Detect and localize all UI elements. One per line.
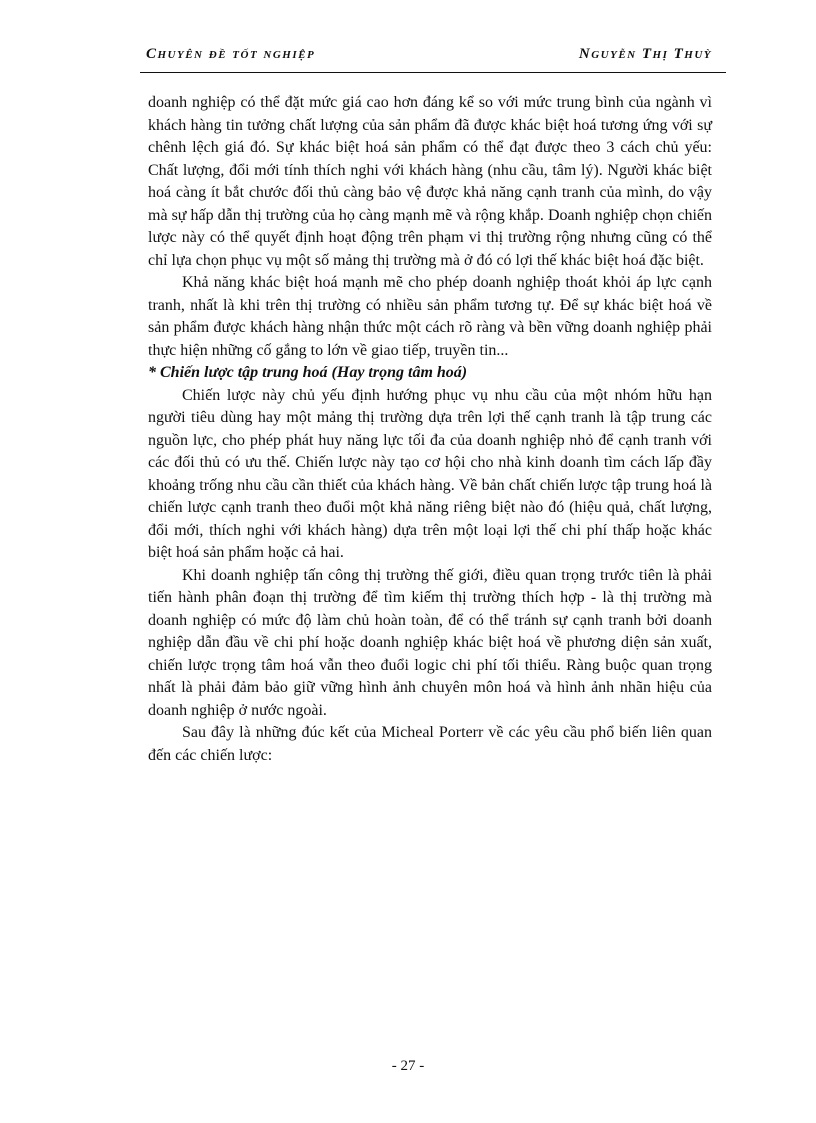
document-body [148, 92, 712, 767]
section-heading-focus-strategy: * Chiến lược tập trung hoá (Hay trọng tâm hoá) [148, 364, 468, 381]
header-divider [140, 72, 726, 73]
paragraph-porter-intro: Sau đây là những đúc kết của Micheal Porterr về các yêu cầu phổ biến liên quan đến các chiến lược: [148, 724, 712, 764]
page-number: - 27 - [391, 1058, 425, 1074]
page-header [140, 46, 726, 70]
paragraph-differentiation: Khả năng khác biệt hoá mạnh mẽ cho phép doanh nghiệp thoát khỏi áp lực cạnh tranh, nhất là khi trên thị trường có nhiều sản phẩm tương tự. Để sự khác biệt hoá về sản phẩm được khách hàng nhận thức một cách rõ ràng và bền vững doanh nghiệp phải thực hiện những cố gắng to lớn về giao tiếp, truyền tin... [148, 274, 712, 359]
paragraph-focus-strategy: Chiến lược này chủ yếu định hướng phục vụ nhu cầu của một nhóm hữu hạn người tiêu dùng hay một mảng thị trường dựa trên lợi thế cạnh tranh là tập trung các nguồn lực, cho phép phát huy năng lực tối đa của doanh nghiệp nhỏ để cạnh tranh với các đối thủ có ưu thế. Chiến lược này tạo cơ hội cho nhà kinh doanh tìm cách lấp đầy khoảng trống nhu cầu cần thiết của khách hàng. Về bản chất chiến lược tập trung hoá là chiến lược cạnh tranh theo đuổi một khả năng riêng biệt nào đó (hiệu quả, chất lượng, đổi mới, thích nghi với khách hàng) dựa trên một loại lợi thế chi phí thấp hoặc khác biệt hoá sản phẩm hoặc cả hai. [148, 386, 712, 561]
paragraph-continuation: doanh nghiệp có thể đặt mức giá cao hơn đáng kể so với mức trung bình của ngành vì khách hàng tin tưởng chất lượng của sản phẩm đã được khác biệt hoá tương ứng với sự chênh lệch giá đó. Sự khác biệt hoá sản phẩm có thể đạt được theo 3 cách chủ yếu: Chất lượng, đổi mới tính thích nghi với khách hàng (nhu cầu, tâm lý). Người khác biệt hoá càng ít bắt chước đối thủ càng bảo vệ được khả năng cạnh tranh của mình, do vậy mà sự hấp dẫn thị trường của họ càng mạnh mẽ và rộng khắp. Doanh nghiệp chọn chiến lược này có thể quyết định hoạt động trên phạm vi thị trường rộng nhưng cũng có thể chỉ lựa chọn phục vụ một số mảng thị trường mà ở đó có lợi thế khác biệt hoá đặc biệt. [148, 94, 712, 269]
header-author-right: Nguyễn Thị Thuỳ [578, 46, 712, 62]
paragraph-world-market: Khi doanh nghiệp tấn công thị trường thế giới, điều quan trọng trước tiên là phải tiến hành phân đoạn thị trường để tìm kiếm thị trường thích hợp - là thị trường mà doanh nghiệp có mức độ làm chủ hoàn toàn, để có thể tránh sự cạnh tranh bởi doanh nghiệp dẫn đầu về chi phí hoặc doanh nghiệp khác biệt hoá về phương diện sản xuất, chiến lược trọng tâm hoá vẫn theo đuổi logic chi phí tối thiểu. Ràng buộc quan trọng nhất là phải đảm bảo giữ vững hình ảnh chuyên môn hoá và hình ảnh nhãn hiệu của doanh nghiệp ở nước ngoài. [148, 566, 712, 719]
header-title-left: Chuyên đề tốt nghiệp [146, 46, 316, 62]
